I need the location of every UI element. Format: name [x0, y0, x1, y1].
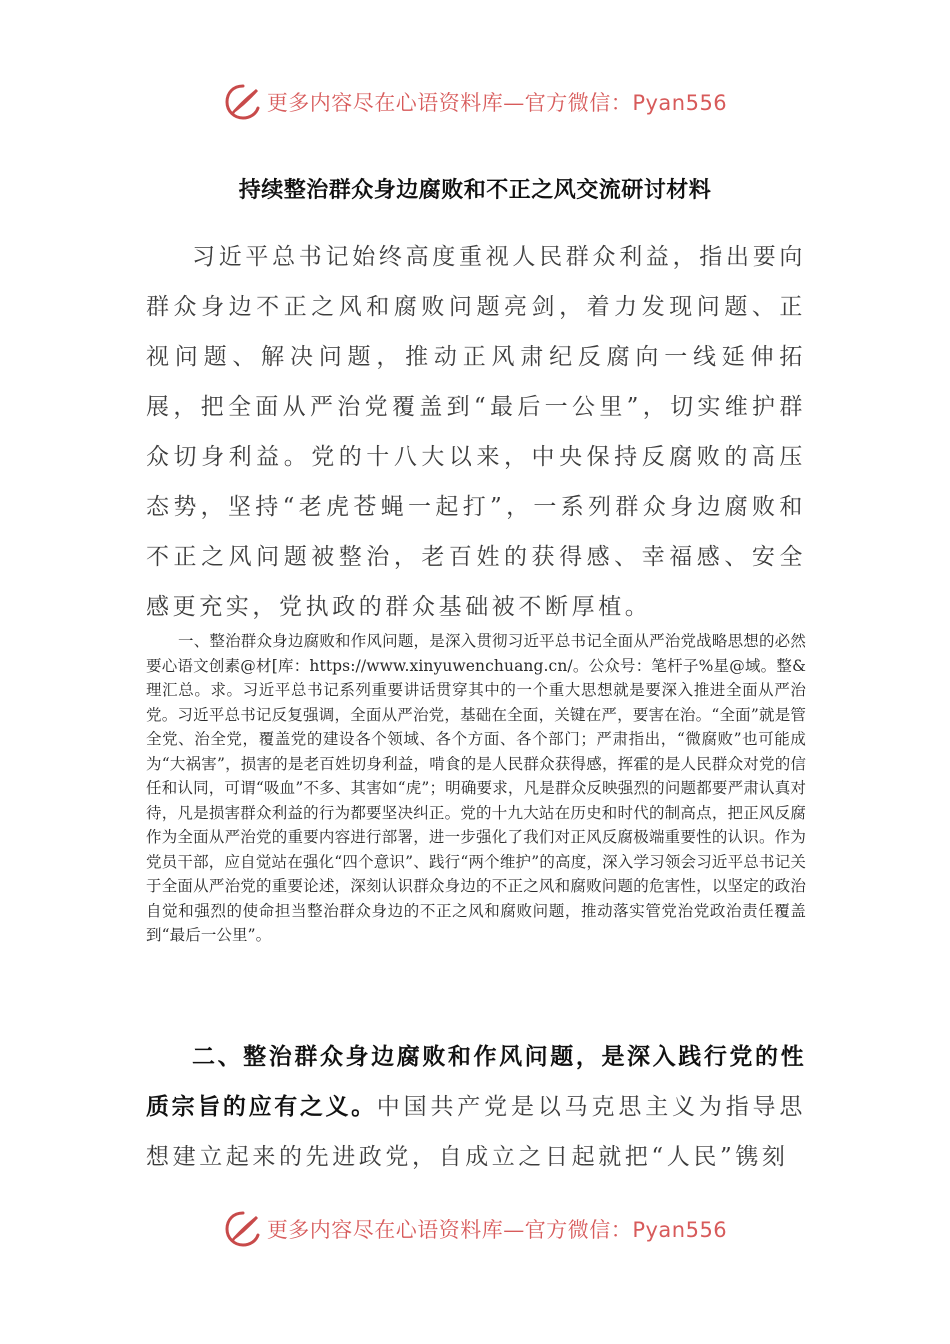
- paragraph-3-heading: 二、整治群众身边腐败和作风问题，是深入践行党的性质宗旨的应有之义。: [146, 1044, 806, 1120]
- pen-circle-icon: [223, 1209, 263, 1249]
- banner-text: 更多内容尽在心语资料库—官方微信：: [266, 1218, 633, 1242]
- footer-banner: [0, 1207, 950, 1251]
- document-title: 持续整治群众身边腐败和不正之风交流研讨材料: [238, 178, 712, 203]
- paragraph-3: [146, 1032, 806, 1192]
- banner-wechat-id: Pyan556: [632, 91, 728, 115]
- header-banner: [0, 80, 950, 124]
- banner-text: 更多内容尽在心语资料库—官方微信：: [266, 91, 633, 115]
- paragraph-1: 习近平总书记始终高度重视人民群众利益，指出要向群众身边不正之风和腐败问题亮剑，着力发现问题、正视问题、解决问题，推动正风肃纪反腐向一线延伸拓展，把全面从严治党覆盖到“最后一公里”，切实维护群众切身利益。党的十八大以来，中央保持反腐败的高压态势，坚持“老虎苍蝇一起打”，一系列群众身边腐败和不正之风问题被整治，老百姓的获得感、幸福感、安全感更充实，党执政的群众基础被不断厚植。: [146, 244, 806, 620]
- paragraph-2: 一、整治群众身边腐败和作风问题，是深入贯彻习近平总书记全面从严治党战略思想的必然要心语文创素@材[库：https://www.xinyuwenchuang.cn/。公众号：笔杆子%星@域。整&理汇总。求。习近平总书记系列重要讲话贯穿其中的一个重大思想就是要深入推进全面从严治党。习近平总书记反复强调，全面从严治党，基础在全面，关键在严，要害在治。“全面”就是管全党、治全党，覆盖党的建设各个领域、各个方面、各个部门；严肃指出，“微腐败”也可能成为“大祸害”，损害的是老百姓切身利益，啃食的是人民群众获得感，挥霍的是人民群众对党的信任和认同，可谓“吸血”不多、其害如“虎”；明确要求，凡是群众反映强烈的问题都要严肃认真对待，凡是损害群众利益的行为都要坚决纠正。党的十九大站在历史和时代的制高点，把正风反腐作为全面从严治党的重要内容进行部署，进一步强化了我们对正风反腐极端重要性的认识。作为党员干部，应自觉站在强化“四个意识”、践行“两个维护”的高度，深入学习领会习近平总书记关于全面从严治党的重要论述，深刻认识群众身边的不正之风和腐败问题的危害性，以坚定的政治自觉和强烈的使命担当整治群众身边的不正之风和腐败问题，推动落实管党治党政治责任覆盖到“最后一公里”。: [146, 632, 806, 944]
- pen-circle-icon: [223, 82, 263, 122]
- paragraph-3-body: 中国共产党是以马克思主义为指导思想建立起来的先进政党，自成立之日起就把“人民”镌刻: [146, 1094, 806, 1170]
- banner-wechat-id: Pyan556: [632, 1218, 728, 1242]
